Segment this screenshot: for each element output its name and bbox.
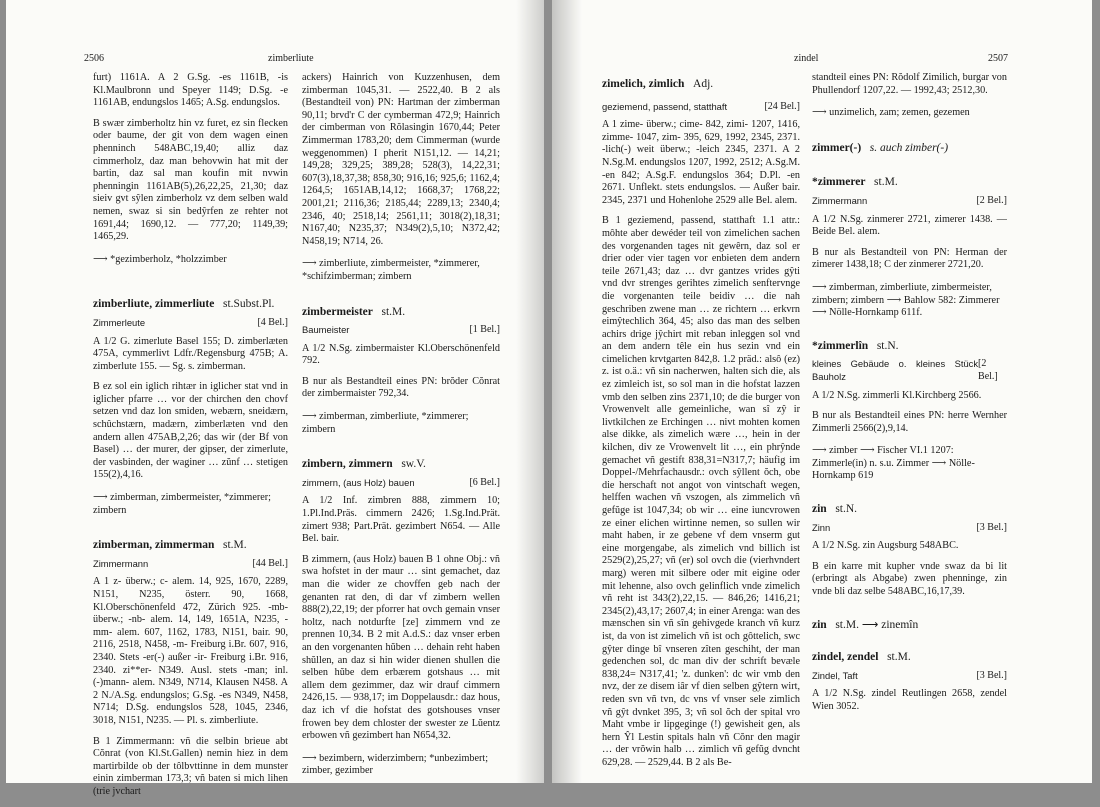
entry-gloss: Zindel, Taft [3 Bel.] bbox=[812, 669, 1007, 681]
entry-headword: zimberliute, zimmerliute st.Subst.Pl. bbox=[93, 298, 275, 311]
paragraph: B zimmern, (aus Holz) bauen B 1 ohne Obj.: vñ swa hofstet in der maur … sint gemachet, daz man die wider ze chovffen geb nach der genanten rat den, di dar vf zimbern wellen 888(2),22,19; der pforrer hat ovch gemain vnser holtz, nach notdurfte [ze] zimmern vnd ze prennen 10,34. B 2 mit A.d.S.: daz vnser erben an den vorgenanten hŭben … dehain reht haben shŭllen, an daz si hin wider dienen shullen die selben hŭbe dem erbærem gotshaus … mit allem dem gezimmer, daz wir drauf cimmern 2426,15. — 938,17; im Doppelausdr.: daz hous, daz ich vf die hofstat des gotshouses vnser frowen bey dem chloster der swester ze Lŭentz erbowen vñ gezimbert han N654,32. bbox=[302, 553, 500, 742]
paragraph: B nur als Bestandteil von PN: Herman der zimerer 1438,18; C der zinmerer 2721,20. bbox=[812, 246, 1007, 271]
paragraph: A 1/2 N.Sg. zin Augsburg 548ABC. bbox=[812, 540, 959, 552]
right-column-1 bbox=[602, 72, 800, 777]
paragraph: A 1/2 N.Sg. zindel Reutlingen 2658, zendel Wien 3052. bbox=[812, 688, 1007, 712]
paragraph: B ein karre mit kupher vnde swaz da bi lit (erbringt als Abgabe) zwen phenninge, zin vnde bli daz selbe 548ABC,16,17,39. bbox=[812, 560, 1007, 598]
running-head: zindel bbox=[794, 53, 819, 64]
entry-headword: zindel, zendel st.M. bbox=[812, 651, 911, 664]
entry-gloss: Zimmermann [2 Bel.] bbox=[812, 194, 1007, 206]
entry-headword: zimmer(-) s. auch zimber(-) bbox=[812, 141, 949, 154]
page-number: 2507 bbox=[988, 53, 1008, 64]
entry-gloss: Baumeister [1 Bel.] bbox=[302, 324, 500, 336]
entry-headword: zin st.M. ⟶ zinemîn bbox=[812, 618, 919, 631]
entry-gloss: kleines Gebäude o. kleines Stück Bauholz [2 Bel.] bbox=[812, 358, 998, 382]
paragraph: B swær zimberholtz hin vz furet, ez sin flecken oder baume, der git von dem wagen einen phenninch 548ABC,19,40; alliz daz cimmerholz, daz man behovwin hat mit der bartin, daz sal man koufin mit nvwin phenningin 1161AB(5),26,22,25, 21,30; daz sieiv gvt sŷlen zimberholz vz dem selben wald nemen, swaz si sin bedŷrfen ze rehter not 1691,44; 1690,12. — 777,20; 1149,39; 1465,29. bbox=[93, 117, 288, 243]
left-column-1 bbox=[93, 72, 288, 807]
paragraph: A 1 zime- überw.; cime- 842, zimi- 1207, 1416, zimme- 1047, zim- 395, 629, 1992, 2345, 2371. -lich(-) weit überw.; -leich 2345, 2371. A 2 N.Sg.M. endungslos 1207, 1992, 2512; A.Sg.M. -en 842; A.Sg.F. endungslos 364; D.Pl. -en 2671. Unflekt. stets endungslos. — Außer bair. 2345, 2371 und Hohenlohe 2529 alle Bel. alem. bbox=[602, 119, 800, 206]
cross-reference: ⟶ zimberliute, zimbermeister, *zimmerer, *schifzimberman; zimbern bbox=[302, 258, 480, 282]
paragraph: A 1/2 G. zimerlute Basel 155; D. zimberlæten 475A, cymmerlivt Ldfr./Regensburg 475B; A. zimberlute 155. — Sg. s. zimberman. bbox=[93, 335, 288, 372]
cross-reference: ⟶ zimberman, zimberliute, *zimmerer; zimbern bbox=[302, 411, 469, 435]
entry-headword: zimelich, zimlich Adj. bbox=[602, 78, 714, 90]
paragraph: B 1 Zimmermann: vñ die selbin brieue abt Cŏnrat (von Kl.St.Gallen) nemin hiez in dem martirbilde ob der tôlbvttinne in dem munster einin zimberman 173,3; vñ baten si mich lihen (trie jvchart bbox=[93, 735, 288, 797]
page-number: 2506 bbox=[84, 53, 104, 64]
entry-gloss: Zinn [3 Bel.] bbox=[812, 521, 1007, 533]
entry-headword: zin st.N. bbox=[812, 503, 858, 516]
entry-headword: *zimmerlîn st.N. bbox=[812, 339, 899, 352]
paragraph: A 1 z- überw.; c- alem. 14, 925, 1670, 2289, N151, N235, österr. 90, 1668, Kl.Oberschönenfeld 472, Zürich 925. -mb- überw.; -nb- alem. 14, 149, 1651A, N235, -mm- alem. 607, 1162, 1783, N151, bair. 90, 2116, 2518, N458, -m- Freiburg i.Br. 607, 916, 2340. Stets -er(-) außer -ir- Freiburg i.Br. 916, 2340. zi**er- N349. Ausl. stets -man; inl. (-)mann- alem. N349, N714, Klausen N458. A 2 N./A.Sg. endungslos; G.Sg. -es N349, N458, N714; D.Sg. endungslos 528, 1045, 2346, 3018, N151, N235. — Pl. s. zimberliute. bbox=[93, 576, 288, 726]
entry-headword: zimbermeister st.M. bbox=[302, 305, 406, 318]
paragraph: B nur als Bestandteil eines PN: brŏder Cŏnrat der zimbermaister 792,34. bbox=[302, 375, 500, 400]
right-page bbox=[552, 0, 1092, 783]
cross-reference: ⟶ zimberman, zimberliute, zimbermeister, zimbern; zimbern ⟶ Bahlow 582: Zimmerer ⟶ Nölle-Hornkamp 611f. bbox=[812, 281, 1000, 319]
cross-reference: ⟶ zimberman, zimbermeister, *zimmerer; zimbern bbox=[93, 492, 271, 516]
right-column-2 bbox=[812, 72, 1007, 722]
entry-gloss: Zimmermann [44 Bel.] bbox=[93, 557, 288, 569]
left-page bbox=[6, 0, 544, 797]
paragraph: ackers) Hainrich von Kuzzenhusen, dem zimberman 1045,31. — 2522,40. B 2 als (Bestandteil von) PN: Hartman der zimberman 90,11; brvd'r C der cymberman 472,9; Hainrich der cimberman von Rŏlasingin 1670,44; Peter Zimmerman 1783,20; dem Cimmerman (wurde weggenommen) I pherit N151,12. — 14,21; 149,28; 329,25; 389,28; 528(3), 14,22,31; 607(3),18,37,38; 858,30; 916,16; 925,6; 1162,4; 1264,5; 1651AB,14,12; 1668,37; 1768,22; 2001,21; 2116,36; 2185,44; 2289,13; 2340,4; 2346, 40; 2518,14; 2561,11; 3018(2),18,31; N167,40; N235,37; N349(2),5,10; N372,42; N458,19; N714, 26. bbox=[302, 72, 500, 247]
entry-headword: zimbern, zimmern sw.V. bbox=[302, 458, 426, 471]
entry-gloss: Zimmerleute [4 Bel.] bbox=[93, 316, 288, 328]
paragraph: standteil eines PN: Rŏdolf Zimilich, burgar von Phullendorf 1207,22. — 1992,43; 2512,30. bbox=[812, 72, 1007, 96]
paragraph: furt) 1161A. A 2 G.Sg. -es 1161B, -is Kl.Maulbronn und Speyer 1149; D.Sg. -e 1161AB, endungslos 1465; A.Sg. endungslos. bbox=[93, 72, 288, 109]
entry-headword: *zimmerer st.M. bbox=[812, 176, 898, 189]
paragraph: B 1 geziemend, passend, statthaft 1.1 attr.: môhte aber dewéder teil von zimelichen sachen des vorgenanden tages nit gewêrn, daz sol er drier oder vier tagen vor enbieten dem andern teile 2671,43; daz … dvr gantzes vrides gŷti vnd dvr strenges gerihtes zimelich senftervnge die vorgenanten teile beidiv … die nah geschriben zwene man … ze richtern … erkvrn eimŷtechlich 364, 45; also das man des selben achirs drige jŷchirt mit reban inleggen sol vnd an dem andern têle ein hus sezin vnd ein cimelichen krvtgarten 842,8. 1.2 präd.: alsô (ez) z. ist o.ä.: vñ sin nacherwen, halten sich die, als ez zimleich ist, so sol man in die hofstat lazzen vmb den selben zins 2371,10; de die burger von Vrowenvelt alle gemeinliche, wan sî zŷ ir livtkilchen ze Erchingen … nivt mohten komen alse dikke, als zimelich wære …, hein in der kilchen, div ze Vrowenvelt lit …, ein phrŷnde gemachet vñ gestift 838,31=N317,7; häufig im Doppel-/Mehrfachausdr.: ovch sŷllent ŏch, obe die herschaft not angot von vintschaft wegen, helffen wachen vñ vszogen, als zimmelich vñ gefŭge ist 1047,34; ob wir … eine iuncvrowen ze einer elichen wirtinne nemen, so sullen wir maht haben, ir ze gebene vf dem vnserm gut eine morgengabe, als zimelich vnd billich ist 2529(2),25,27; vñ (er) sol ovch die (vierhvndert marg) weren mit silbere oder mit eigine oder mit lehenne, also ovch gelinflich vnde zimelich vñ reht ist 343(2),22,15. — 846,26; 1416,21; 2345(2),43,17; 2607,4; in einer Arenga: wan des mænschen sin vñ sîn gehivgede kranch vñ kurz ist, da von ist zimelich vñ ist och gôttelich, swc gŷter dinge bî vnseren zîten geschiht, der man gedenchen sol, dc man div der schrift bevæle 838,24= N317,41; 'z. dunken': dc wir vmb den nvz, der ze disem iâr vf dien selben gŷtern wirt, reden svn vñ tvn, dc vns vf vnser sele zimlich vñ gŷt dvnket 395, 3; vñ sol ŏch der spital vro Maht vmbe ir lipgeginge (!) gewisheit gen, als hern Ŷl Lestin spitals haln vñ Cŏnr den magir … der vrŏwin halb … zimlich vñ gefŭg dvncht 629,28. — 2529,44. B 2 als Be- bbox=[602, 215, 800, 768]
paragraph: A 1/2 Inf. zimbren 888, zimmern 10; 1.Pl.Ind.Präs. cimmern 2426; 1.Sg.Ind.Prät. zimert 938; Part.Prät. gezimbert N654. — Alle Bel. bair. bbox=[302, 495, 500, 545]
running-head: zimberliute bbox=[268, 53, 314, 64]
entry-gloss: zimmern, (aus Holz) bauen [6 Bel.] bbox=[302, 476, 500, 488]
cross-reference: ⟶ *gezimberholz, *holzzimber bbox=[93, 253, 227, 265]
cross-reference: ⟶ zimber ⟶ Fischer VI.1 1207: Zimmerle(in) n. s.u. Zimmer ⟶ Nölle-Hornkamp 619 bbox=[812, 445, 975, 482]
gutter-shadow bbox=[552, 0, 582, 783]
paragraph: B nur als Bestandteil eines PN: herre Wernher Zimmerli 2566(2),9,14. bbox=[812, 410, 1007, 434]
left-column-2 bbox=[302, 72, 500, 788]
cross-reference: ⟶ unzimelich, zam; zemen, gezemen bbox=[812, 107, 970, 119]
entry-headword: zimberman, zimmerman st.M. bbox=[93, 539, 247, 552]
paragraph: A 1/2 N.Sg. zimbermaister Kl.Oberschönenfeld 792. bbox=[302, 342, 500, 367]
paragraph: B ez sol ein iglich rihtær in iglicher stat vnd in iglicher pfarre … vor der chirchen den chovf setzen vnd daz lon smiden, webærn, sneidærn, schûchstærn, madærn, zimberlæten vnd den andern allen 475AB,2,26; das wir (der Bf von Basel) … der murer, der gipser, der zimerlute, der vasbinden, der waginer … zŭnf … stetigen 155(2),4,16. bbox=[93, 381, 288, 481]
cross-reference: ⟶ bezimbern, widerzimbern; *unbezimbert; zimber, gezimber bbox=[302, 752, 489, 777]
paragraph: A 1/2 N.Sg. zimmerli Kl.Kirchberg 2566. bbox=[812, 389, 982, 401]
entry-gloss: geziemend, passend, statthaft [24 Bel.] bbox=[602, 100, 800, 112]
gutter-shadow bbox=[516, 0, 544, 783]
paragraph: A 1/2 N.Sg. zinmerer 2721, zimerer 1438. — Beide Bel. alem. bbox=[812, 213, 1007, 238]
